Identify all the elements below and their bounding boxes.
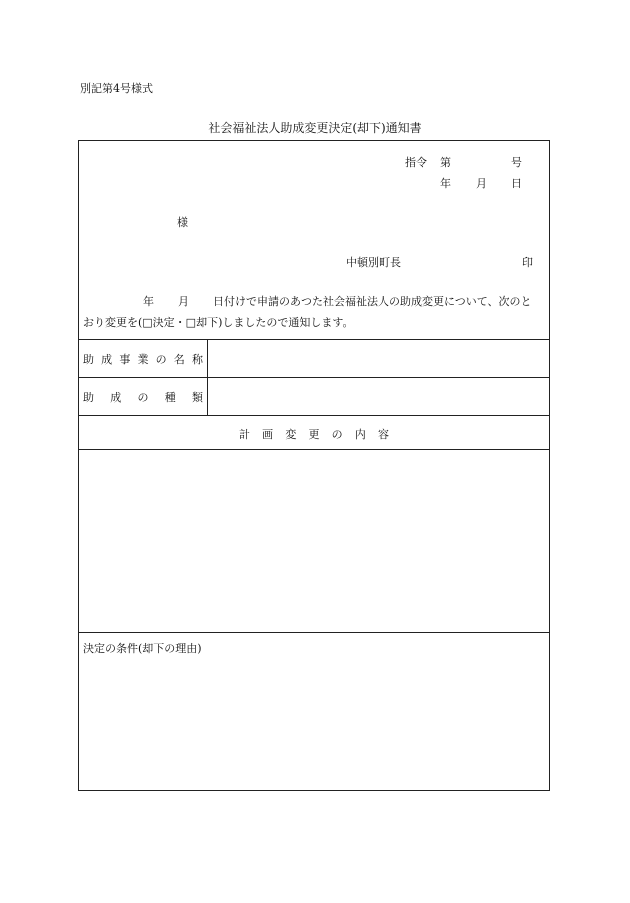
project-name-label	[83, 351, 203, 367]
body-text-line-2: おり変更を(□決定・□却下)しましたので通知します。	[83, 316, 354, 329]
label-char: 類	[192, 391, 203, 404]
number-prefix: 第	[440, 156, 451, 169]
label-char: 種	[164, 391, 176, 404]
body-month-label: 月	[178, 295, 189, 308]
header-char: 容	[377, 428, 389, 441]
subsidy-type-field[interactable]	[208, 378, 548, 414]
directive-label: 指令	[405, 156, 427, 169]
label-char: 成	[110, 391, 122, 404]
divider-row-3	[79, 415, 549, 416]
number-suffix: 号	[511, 156, 522, 169]
issuer-name: 中頓別町長	[346, 256, 401, 269]
project-name-field[interactable]	[208, 340, 548, 376]
header-char: 変	[285, 428, 297, 441]
label-char: の	[155, 353, 167, 366]
addressee-suffix: 様	[177, 216, 188, 229]
date-year-label: 年	[440, 177, 451, 190]
body-text-line-1: 日付けで申請のあつた社会福祉法人の助成変更について、次のと	[213, 295, 532, 308]
seal-mark: 印	[522, 256, 533, 269]
plan-change-content-field[interactable]	[80, 450, 548, 631]
header-char: 画	[262, 428, 274, 441]
subsidy-type-label	[83, 389, 203, 405]
document-title: 社会福祉法人助成変更決定(却下)通知書	[208, 121, 422, 135]
divider-conditions	[79, 632, 549, 633]
conditions-label: 決定の条件(却下の理由)	[83, 642, 202, 655]
label-char: 業	[137, 353, 149, 366]
label-char: の	[137, 391, 149, 404]
body-year-label: 年	[143, 295, 154, 308]
label-char: 称	[191, 353, 203, 366]
header-char: 更	[308, 428, 320, 441]
label-char: 助	[83, 391, 94, 404]
form-number-label: 別記第4号様式	[80, 82, 153, 95]
date-month-label: 月	[476, 177, 487, 190]
label-char: 助	[83, 353, 94, 366]
header-char: 内	[354, 428, 366, 441]
header-char: 計	[239, 428, 250, 441]
conditions-content-field[interactable]	[80, 656, 548, 789]
label-char: 名	[173, 353, 185, 366]
label-char: 事	[119, 353, 131, 366]
label-char: 成	[101, 353, 113, 366]
header-char: の	[331, 428, 343, 441]
plan-change-header	[239, 426, 389, 442]
date-day-label: 日	[511, 177, 522, 190]
notice-form-frame	[78, 140, 550, 791]
